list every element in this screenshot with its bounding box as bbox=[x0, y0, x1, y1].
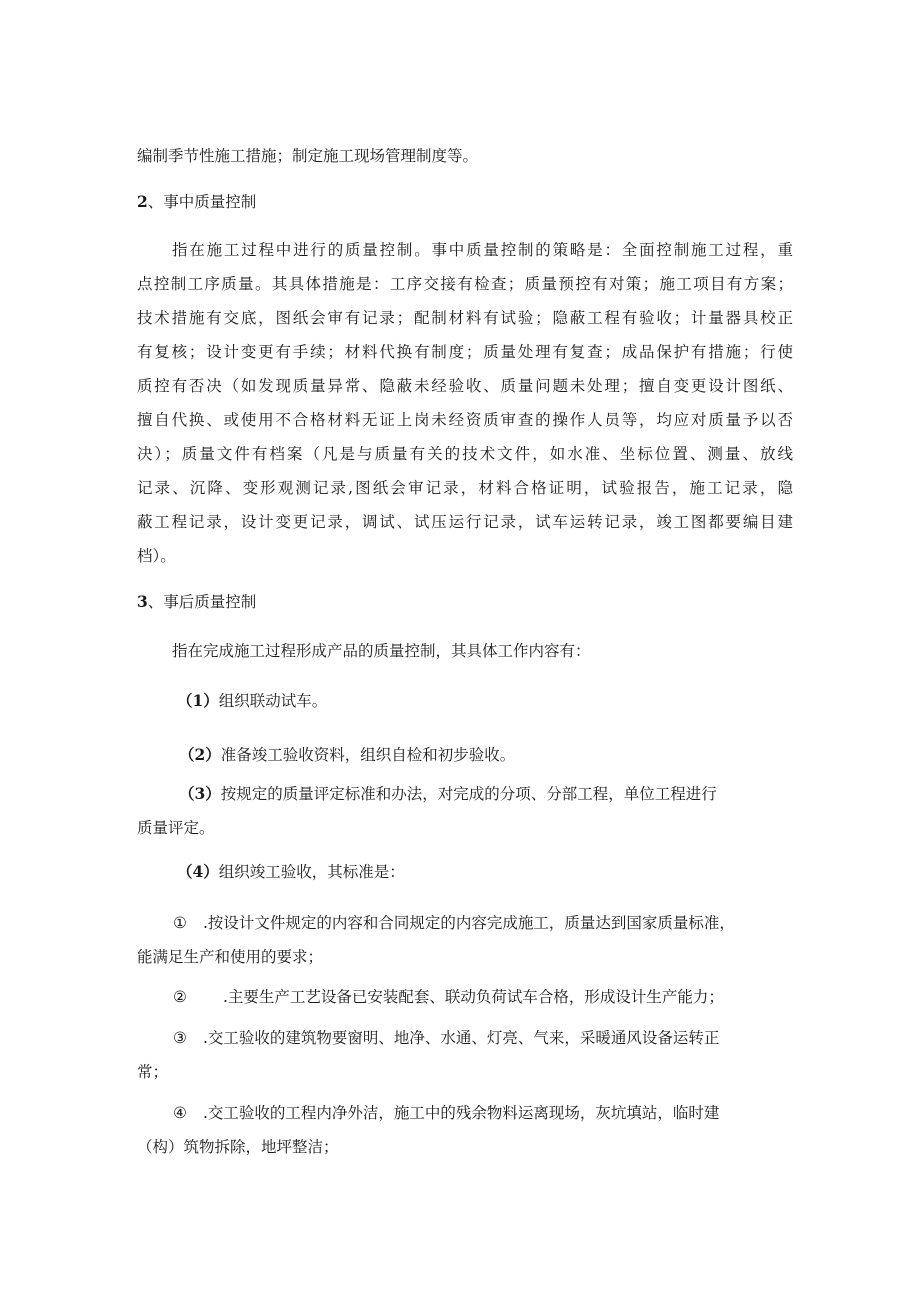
work-item-text: 按规定的质量评定标准和办法，对完成的分项、分部工程，单位工程进行 bbox=[220, 785, 717, 803]
section-2-number: 2 bbox=[137, 192, 148, 211]
work-item bbox=[179, 784, 717, 804]
section-3-heading bbox=[137, 592, 256, 612]
work-item-number: （1） bbox=[177, 691, 219, 710]
criterion-text: .按设计文件规定的内容和合同规定的内容完成施工，质量达到国家质量标准， bbox=[203, 914, 735, 932]
paragraph-line: 技术措施有交底，图纸会审有记录；配制材料有试验；隐蔽工程有验收；计量器具校正 bbox=[137, 309, 793, 327]
criterion-mark: ② bbox=[173, 988, 187, 1006]
paragraph-line: 蔽工程记录，设计变更记录，调试、试压运行记录，试车运转记录，竣工图都要编目建 bbox=[137, 513, 793, 531]
paragraph-line: 档）。 bbox=[137, 547, 176, 565]
paragraph-line: 决）；质量文件有档案（凡是与质量有关的技术文件，如水准、坐标位置、测量、放线 bbox=[137, 445, 793, 463]
paragraph-line: 指在施工过程中进行的质量控制。事中质量控制的策略是：全面控制施工过程，重 bbox=[172, 241, 793, 259]
criterion-item bbox=[173, 1028, 719, 1048]
paragraph-line: 点控制工序质量。其具体措施是：工序交接有检查；质量预控有对策；施工项目有方案； bbox=[137, 275, 793, 293]
section-3-title: 、事后质量控制 bbox=[147, 593, 257, 611]
criterion-continuation: 常； bbox=[137, 1063, 169, 1081]
criterion-continuation: （构）筑物拆除，地坪整洁； bbox=[137, 1138, 339, 1156]
section-3-intro: 指在完成施工过程形成产品的质量控制，其具体工作内容有： bbox=[172, 642, 591, 660]
section-2-heading bbox=[137, 192, 256, 212]
section-3-number: 3 bbox=[137, 592, 148, 611]
criterion-mark: ④ bbox=[173, 1104, 187, 1122]
criterion-item bbox=[173, 913, 735, 933]
intro-line: 编制季节性施工措施；制定施工现场管理制度等。 bbox=[137, 147, 479, 165]
work-item-number: （4） bbox=[177, 862, 219, 881]
criterion-continuation: 能满足生产和使用的要求； bbox=[137, 948, 324, 966]
paragraph-line: 有复核；设计变更有手续；材料代换有制度；质量处理有复查；成品保护有措施；行使 bbox=[137, 343, 793, 361]
criterion-text: .交工验收的工程内净外洁，施工中的残余物料运离现场，灰坑填站，临时建 bbox=[203, 1104, 720, 1122]
criterion-item bbox=[173, 1103, 719, 1123]
work-item-text: 准备竣工验收资料，组织自检和初步验收。 bbox=[220, 746, 516, 764]
criterion-mark: ③ bbox=[173, 1029, 187, 1047]
work-item-number: （3） bbox=[179, 784, 221, 803]
paragraph-line: 质控有否决（如发现质量异常、隐蔽未经验收、质量问题未处理；擅自变更设计图纸、 bbox=[137, 377, 793, 395]
criterion-text: .交工验收的建筑物要窗明、地净、水通、灯亮、气来，采暖通风设备运转正 bbox=[203, 1029, 720, 1047]
section-2-title: 、事中质量控制 bbox=[147, 193, 257, 211]
work-item-text: 组织联动试车。 bbox=[218, 692, 328, 710]
work-item-text: 组织竣工验收，其标准是： bbox=[218, 863, 405, 881]
criterion-text: .主要生产工艺设备已安装配套、联动负荷试车合格，形成设计生产能力； bbox=[223, 988, 724, 1006]
work-item-number: （2） bbox=[179, 745, 221, 764]
criterion-mark: ① bbox=[173, 914, 187, 932]
paragraph-line: 擅自代换、或使用不合格材料无证上岗未经资质审查的操作人员等，均应对质量予以否 bbox=[137, 411, 793, 429]
work-item bbox=[179, 745, 515, 765]
work-item bbox=[177, 862, 405, 882]
paragraph-line: 记录、沉降、变形观测记录,图纸会审记录，材料合格证明，试验报告，施工记录，隐 bbox=[137, 479, 793, 497]
work-item bbox=[177, 691, 327, 711]
criterion-item bbox=[173, 987, 724, 1007]
work-item-continuation: 质量评定。 bbox=[137, 819, 215, 837]
